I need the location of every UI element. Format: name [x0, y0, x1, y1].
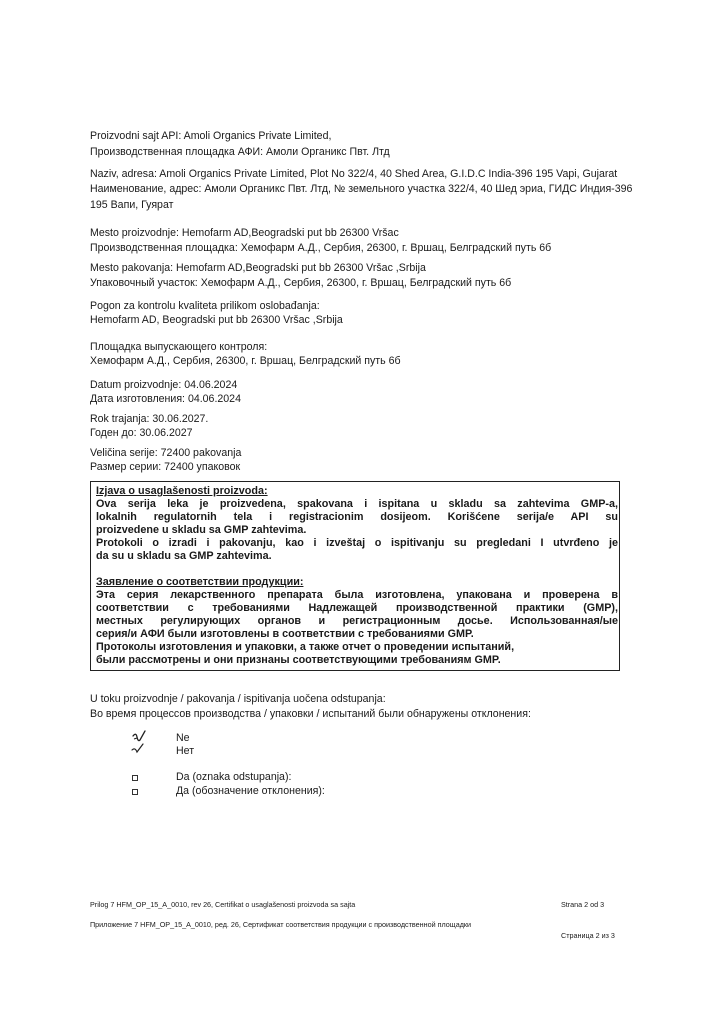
deviations-question-sr: U toku proizvodnje / pakovanja / ispitivanja uočena odstupanja: — [90, 693, 386, 705]
declaration-sr-line: Ova serija leka je proizvedena, spakovana i ispitana u skladu sa zahtevima GMP-a, — [96, 498, 618, 510]
declaration-ru-heading: Заявление о соответствии продукции: — [96, 576, 304, 588]
qc-release-label-sr: Pogon za kontrolu kvaliteta prilikom oslobađanja: — [90, 300, 320, 312]
declaration-ru-line: Эта серия лекарственного препарата была изготовлена, упакована и проверена в — [96, 589, 618, 601]
option-yes-sr: Da (oznaka odstupanja): — [176, 771, 292, 783]
manufacture-date-ru: Дата изготовления: 04.06.2024 — [90, 393, 241, 405]
handwritten-checkmark-icon — [128, 728, 152, 758]
api-site-sr: Proizvodni sajt API: Amoli Organics Private Limited, — [90, 130, 332, 142]
address-ru-1: Наименование, адрес: Амоли Органикс Пвт. Лтд, № земельного участка 322/4, 40 Шед эриа, ГИДС Индия-396 — [90, 183, 633, 195]
yes-deviation-checkbox[interactable] — [132, 775, 138, 781]
declaration-ru-line: соответствии с требованиями Надлежащей производственной практики (GMP), — [96, 602, 618, 614]
qc-release-label-ru: Площадка выпускающего контроля: — [90, 341, 268, 353]
production-site-sr: Mesto proizvodnje: Hemofarm AD,Beogradski put bb 26300 Vršac — [90, 227, 399, 239]
declaration-sr-line: proizvedene u skladu sa GMP zahtevima. — [96, 524, 307, 536]
footer-doc-ref-ru: Приложение 7 HFM_OP_15_A_0010, ред. 26, Сертификат соответствия продукции с производственной площадки — [90, 920, 472, 929]
address-ru-2: 195 Вапи, Гуярат — [90, 199, 174, 211]
qc-release-value-sr: Hemofarm AD, Beogradski put bb 26300 Vršac ,Srbija — [90, 314, 343, 326]
expiry-ru: Годен до: 30.06.2027 — [90, 427, 193, 439]
deviations-question-ru: Во время процессов производства / упаковки / испытаний были обнаружены отклонения: — [90, 708, 531, 720]
qc-release-value-ru: Хемофарм А.Д., Сербия, 26300, г. Вршац, Белградский путь 6б — [90, 355, 401, 367]
packaging-site-sr: Mesto pakovanja: Hemofarm AD,Beogradski put bb 26300 Vršac ,Srbija — [90, 262, 426, 274]
footer-page-sr: Strana 2 od 3 — [561, 900, 605, 909]
declaration-sr-line: da su u skladu sa GMP zahtevima. — [96, 550, 272, 562]
option-no-sr: Ne — [176, 732, 190, 744]
batch-size-ru: Размер серии: 72400 упаковок — [90, 461, 241, 473]
declaration-sr-line: Protokoli o izradi i pakovanju, kao i izveštaj o ispitivanju su pregledani I utvrđeno je — [96, 537, 618, 549]
footer-page-ru: Страница 2 из 3 — [561, 931, 615, 940]
no-deviation-checkbox[interactable] — [128, 728, 152, 758]
manufacture-date-sr: Datum proizvodnje: 04.06.2024 — [90, 379, 238, 391]
address-sr: Naziv, adresa: Amoli Organics Private Limited, Plot No 322/4, 40 Shed Area, G.I.D.C India-396 195 Vapi, Gujarat — [90, 168, 618, 180]
declaration-sr-heading: Izjava o usaglašenosti proizvoda: — [96, 485, 268, 497]
declaration-sr-line: lokalnih regulatornih tela i registracionim dosijeom. Korišćene serija/e API su — [96, 511, 618, 523]
declaration-ru-line: серия/и АФИ были изготовлены в соответствии с требованиями GMP. — [96, 628, 474, 640]
batch-size-sr: Veličina serije: 72400 pakovanja — [90, 447, 242, 459]
option-yes-ru: Да (обозначение отклонения): — [176, 785, 325, 797]
packaging-site-ru: Упаковочный участок: Хемофарм А.Д., Сербия, 26300, г. Вршац, Белградский путь 6б — [90, 277, 512, 289]
yes-deviation-checkbox-ru[interactable] — [132, 789, 138, 795]
declaration-ru-line: местных регулирующих органов и регистрационным досье. Использованная/ые — [96, 615, 618, 627]
production-site-ru: Производственная площадка: Хемофарм А.Д., Сербия, 26300, г. Вршац, Белградский путь 6б — [90, 242, 552, 254]
declaration-ru-line: Протоколы изготовления и упаковки, а также отчет о проведении испытаний, — [96, 641, 515, 653]
footer-doc-ref-sr: Prilog 7 HFM_OP_15_A_0010, rev 26, Certifikat o usaglašenosti proizvoda sa sajta — [90, 900, 356, 909]
api-site-ru: Производственная площадка АФИ: Амоли Органикс Пвт. Лтд — [90, 146, 390, 158]
option-no-ru: Нет — [176, 745, 195, 757]
declaration-ru-line: были рассмотрены и они признаны соответствующими требованиям GMP. — [96, 654, 501, 666]
expiry-sr: Rok trajanja: 30.06.2027. — [90, 413, 209, 425]
